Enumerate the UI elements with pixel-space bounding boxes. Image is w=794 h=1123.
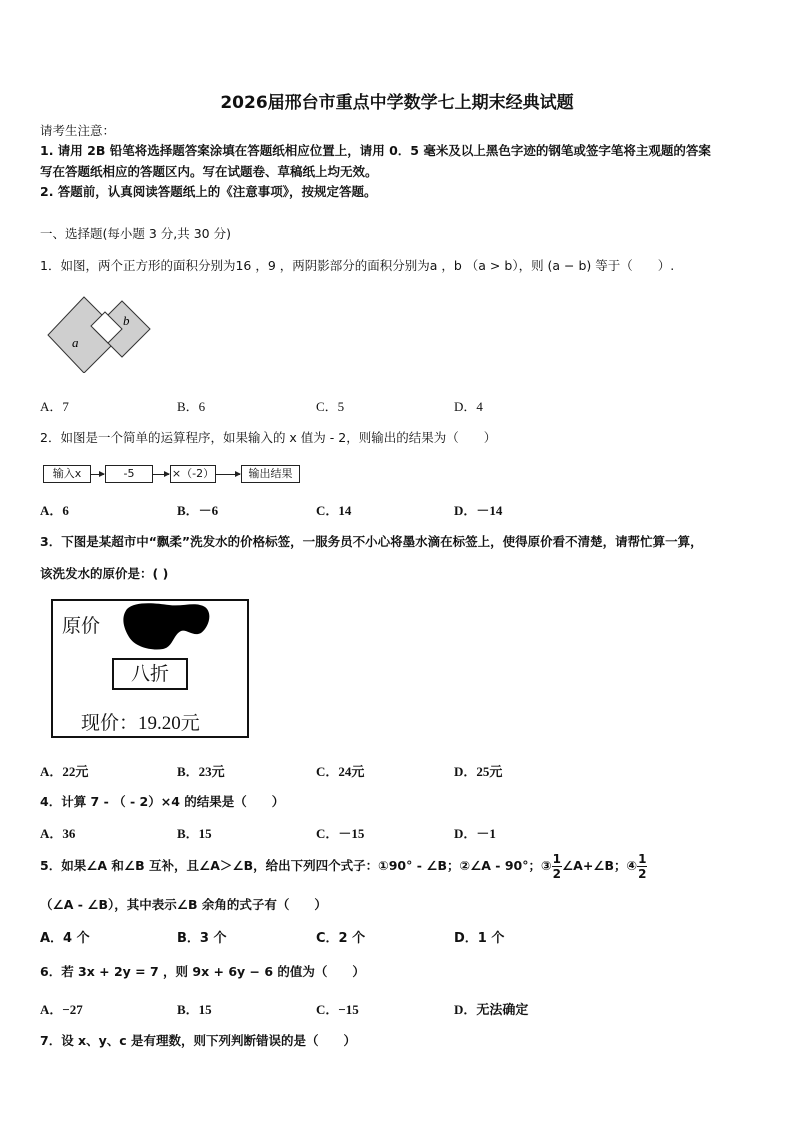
q4-option-b: B．15 — [177, 826, 212, 841]
question-1-text: 1．如图，两个正方形的面积分别为16 ，9 ，两阴影部分的面积分别为a ，b （a > b），则 (a − b) 等于（ ）. — [40, 258, 675, 273]
question-1-squares-figure — [46, 295, 152, 373]
label-a: a — [72, 335, 79, 350]
flow-arrow-3 — [215, 474, 240, 475]
q2-option-d: D．－14 — [454, 503, 503, 518]
notice-line-1b: 写在答题纸相应的答题区内。写在试题卷、草稿纸上均无效。 — [40, 164, 378, 179]
page-title: 2026届邢台市重点中学数学七上期末经典试题 — [220, 93, 574, 113]
discount-box: 八折 — [112, 658, 188, 690]
q1-option-b: B．6 — [177, 399, 206, 414]
question-7-text: 7．设 x、y、c 是有理数，则下列判断错误的是（ ） — [40, 1033, 357, 1048]
flow-step-1-box: -5 — [105, 465, 153, 483]
q6-option-b: B．15 — [177, 1002, 212, 1017]
q3-option-d: D．25元 — [454, 764, 503, 779]
flow-step-2-box: ×（-2） — [170, 465, 216, 483]
q4-option-a: A．36 — [40, 826, 76, 841]
question-3-text-2: 该洗发水的原价是：( ) — [40, 566, 169, 581]
q3-option-a: A．22元 — [40, 764, 89, 779]
notice-line-1: 1. 请用 2B 铅笔将选择题答案涂填在答题纸相应位置上，请用 0．5 毫米及以上黑色字迹的钢笔或签字笔将主观题的答案 — [40, 143, 711, 158]
flow-arrow-1 — [90, 474, 104, 475]
flow-arrow-2 — [152, 474, 169, 475]
q2-option-a: A．6 — [40, 503, 69, 518]
question-2-text: 2．如图是一个简单的运算程序，如果输入的 x 值为 - 2，则输出的结果为（ ） — [40, 430, 497, 445]
question-5-text-2: （∠A - ∠B），其中表示∠B 余角的式子有（ ） — [40, 897, 327, 912]
price-tag — [51, 599, 249, 738]
flow-output-box: 输出结果 — [241, 465, 300, 483]
q5-text-main: 5．如果∠A 和∠B 互补，且∠A＞∠B，给出下列四个式子：①90° - ∠B；②∠A - 90°；③ — [40, 858, 552, 873]
fraction-half-2: $\frac{1}{2}$ — [638, 852, 647, 881]
label-b: b — [123, 313, 130, 328]
question-4-text: 4．计算 7 - （ - 2）×4 的结果是（ ） — [40, 794, 285, 809]
q2-option-b: B．－6 — [177, 503, 219, 518]
q5-text-mid: ∠A+∠B；④ — [561, 858, 638, 873]
q5-option-b: B．3 个 — [177, 931, 227, 946]
notice-line-2: 2. 答题前，认真阅读答题纸上的《注意事项》，按规定答题。 — [40, 184, 377, 199]
q2-option-c: C．14 — [316, 503, 352, 518]
section-heading: 一、选择题(每小题 3 分,共 30 分) — [40, 226, 231, 241]
question-3-text: 3．下图是某超市中“飘柔”洗发水的价格标签，一服务员不小心将墨水滴在标签上，使得原价看不清楚，请帮忙算一算， — [40, 534, 703, 549]
q3-option-c: C．24元 — [316, 764, 365, 779]
q1-option-a: A．7 — [40, 399, 69, 414]
q5-option-a: A．4 个 — [40, 931, 90, 946]
q6-option-c: C．−15 — [316, 1002, 359, 1017]
notice-heading: 请考生注意： — [40, 123, 116, 138]
q1-option-d: D．4 — [454, 399, 483, 414]
flow-input-box: 输入x — [43, 465, 91, 483]
question-5-text — [40, 851, 647, 881]
q1-option-c: C．5 — [316, 399, 345, 414]
q5-option-c: C．2 个 — [316, 931, 366, 946]
price-tag-original-label: 原价 — [62, 615, 101, 637]
price-tag-current: 现价：19.20元 — [81, 713, 200, 734]
q4-option-d: D．－1 — [454, 826, 496, 841]
q3-option-b: B．23元 — [177, 764, 225, 779]
ink-blot — [121, 601, 213, 653]
q5-option-d: D．1 个 — [454, 931, 505, 946]
q6-option-d: D．无法确定 — [454, 1002, 529, 1017]
question-6-text: 6．若 3x + 2y = 7 ，则 9x + 6y − 6 的值为（ ） — [40, 964, 365, 979]
q4-option-c: C．－15 — [316, 826, 365, 841]
fraction-half-1: $\frac{1}{2}$ — [552, 852, 561, 881]
q6-option-a: A．−27 — [40, 1002, 83, 1017]
